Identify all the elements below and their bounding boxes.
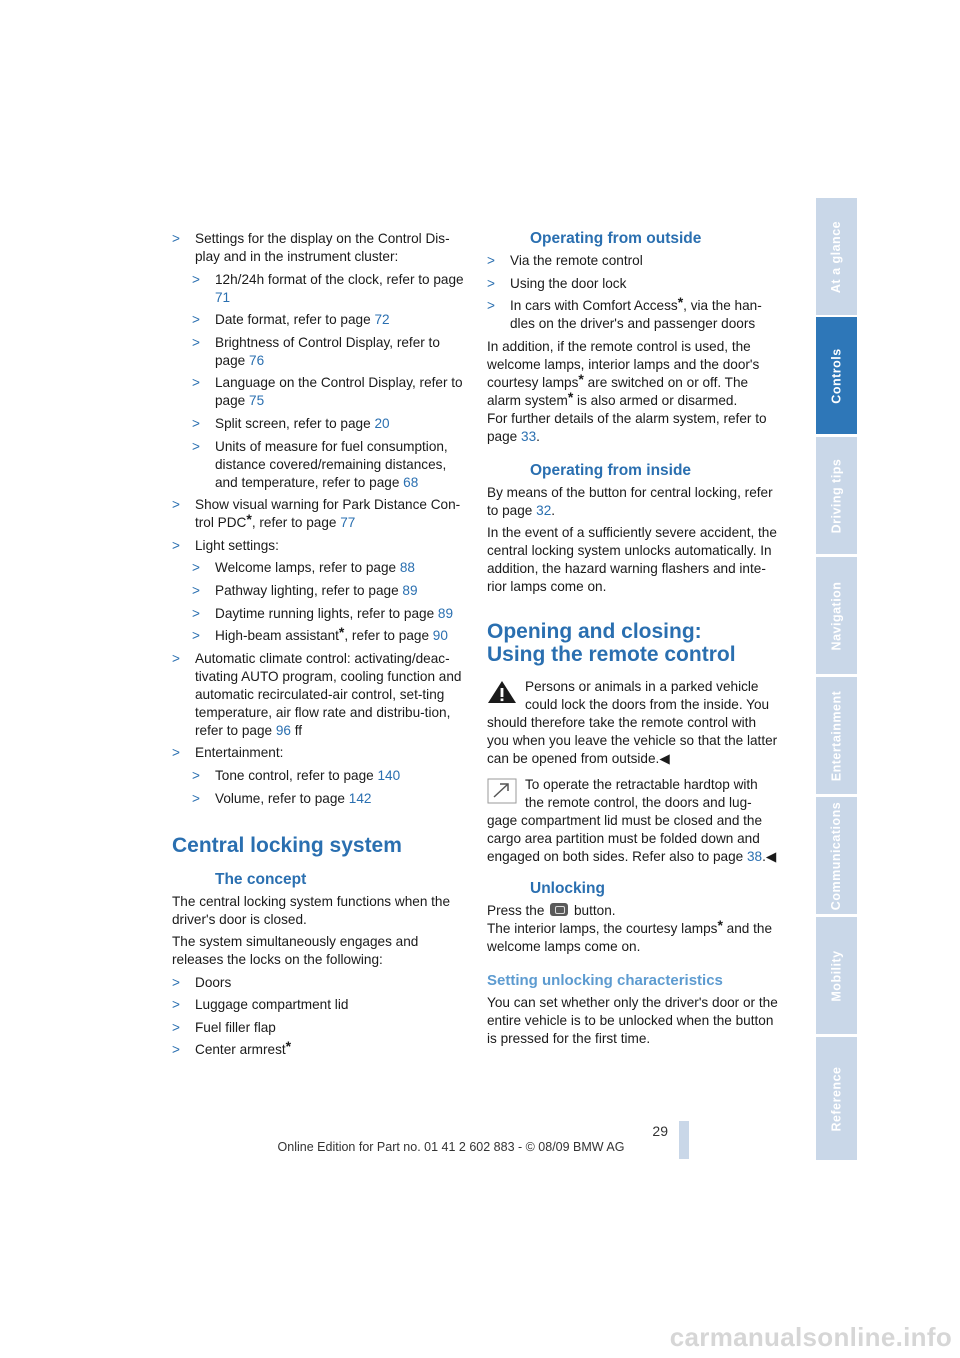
list-item: > Welcome lamps, refer to page 88 [192,560,415,576]
list-item: > Luggage compartment lid [172,997,349,1013]
list-item: > Settings for the display on the Control Dis-play and in the instrument cluster: [172,231,450,264]
watermark: carmanualsonline.info [669,1322,952,1352]
left-column [172,230,464,1064]
page-link[interactable]: 38 [746,849,763,865]
page-number: 29 [652,1123,668,1139]
optional-equipment-star: * [246,511,252,528]
page-link[interactable]: 89 [402,582,418,598]
optional-equipment-star: * [677,294,684,311]
section-title: Central locking system [172,833,402,857]
paragraph: For further details of the alarm system, refer to page 33. [487,410,767,444]
arrow-note-icon [487,778,517,804]
list-item: > Split screen, refer to page 20 [192,415,390,431]
list-item: > Language on the Control Display, refer to page 75 [192,375,463,409]
page-link[interactable]: 96 [275,722,291,738]
page-link[interactable]: 72 [374,312,390,328]
footer: Online Edition for Part no. 01 41 2 602 883 - © 08/09 BMW AG [277,1140,625,1154]
list-item: > In cars with Comfort Access*, via the han-dles on the driver's and passenger doors [487,294,762,332]
list-item: > Automatic climate control: activating/deac-tivating AUTO program, cooling function and automatic recirculated-air control, set-ting temperature, air flow rate and distribu-tion, refer to page 96 ff [172,650,462,738]
list-item: > Show visual warning for Park Distance Con-trol PDC*, refer to page 77 [172,497,461,531]
warning-note: Persons or animals in a parked vehicle could lock the doors from the inside. You should therefore take the remote control with you when you leave the vehicle so that the latter can be opened from outside.◀ [487,679,778,767]
chapter-sidebar [816,198,857,1160]
tab-at-a-glance[interactable]: At a glance [816,198,857,315]
list-item: > Entertainment: [172,745,284,761]
list-item: > Date format, refer to page 72 [192,312,390,328]
list-item: > Fuel filler flap [172,1019,276,1035]
list-item: > Daytime running lights, refer to page 89 [192,605,454,621]
paragraph: By means of the button for central locking, refer to page 32. [487,484,773,518]
list-item: > Using the door lock [487,275,627,291]
list-marker: > [172,231,180,246]
list-item: > Pathway lighting, refer to page 89 [192,582,418,598]
list-item: > Units of measure for fuel consumption, distance covered/remaining distances, and temperature, refer to page 68 [192,438,448,490]
page-link[interactable]: 32 [536,502,552,518]
section-title: Opening and closing: Using the remote control [487,620,736,667]
paragraph: The central locking system functions when the driver's door is closed. [172,893,451,927]
list-item: > Center armrest* [172,1038,292,1058]
tab-communications[interactable]: Communications [816,797,857,914]
paragraph: The interior lamps, the courtesy lamps* and the welcome lamps come on. [487,917,773,955]
page-link[interactable]: 142 [348,790,372,806]
unlock-key-icon [550,903,568,916]
page-link[interactable]: 68 [403,474,419,490]
tab-mobility[interactable]: Mobility [816,917,857,1034]
info-note: To operate the retractable hardtop with the remote control, the doors and lug-gage compartment lid must be closed and the cargo area partition must be folded down and engaged on both sides. Refer also to page 38.◀ [487,777,777,865]
paragraph: In the event of a sufficiently severe accident, the central locking system unlocks automatically. In addition, the hazard warning flashers and inte-rior lamps come on. [487,525,777,595]
page-link[interactable]: 140 [377,767,401,783]
tab-entertainment[interactable]: Entertainment [816,677,857,794]
page-link[interactable]: 71 [215,289,231,305]
page-link[interactable]: 90 [432,628,448,644]
optional-equipment-star: * [338,624,345,641]
paragraph: Press the button. [487,903,616,919]
tab-controls[interactable]: Controls [816,317,857,434]
list-item: > Tone control, refer to page 140 [192,767,401,783]
subsection-title: Operating from outside [530,230,702,247]
subsection-title: Unlocking [530,880,605,898]
list-item: > High-beam assistant*, refer to page 90 [192,624,448,644]
page-link[interactable]: 88 [399,560,415,576]
page-link[interactable]: 76 [249,352,265,368]
list-item: > Light settings: [172,537,279,553]
page-link[interactable]: 77 [340,515,356,531]
right-column [487,230,779,1053]
paragraph: The system simultaneously engages and releases the locks on the following: [172,934,419,968]
list-item: > Doors [172,974,232,990]
optional-equipment-star: * [285,1038,292,1055]
subsection-title: Operating from inside [530,461,692,479]
list-item: > 12h/24h format of the clock, refer to page 71 [192,271,464,305]
page-link[interactable]: 20 [374,415,390,431]
page-link[interactable]: 75 [249,393,265,409]
warning-icon [487,680,517,704]
tab-navigation[interactable]: Navigation [816,557,857,674]
paragraph: You can set whether only the driver's door or the entire vehicle is to be unlocked when the button is pressed for the first time. [487,995,778,1047]
paragraph: In addition, if the remote control is used, the welcome lamps, interior lamps and the door's courtesy lamps* are switched on or off. The alarm system* is also armed or disarmed. [487,338,760,408]
list-item: > Brightness of Control Display, refer to page 76 [192,334,440,368]
page-link[interactable]: 33 [521,428,537,444]
page-link[interactable]: 89 [437,605,454,621]
tab-reference[interactable]: Reference [816,1037,857,1160]
list-item: > Via the remote control [487,253,643,268]
tab-driving-tips[interactable]: Driving tips [816,437,857,554]
subsection-title: The concept [215,870,307,888]
list-item: > Volume, refer to page 142 [192,790,372,806]
subsubsection-title: Setting unlocking characteristics [487,972,723,990]
